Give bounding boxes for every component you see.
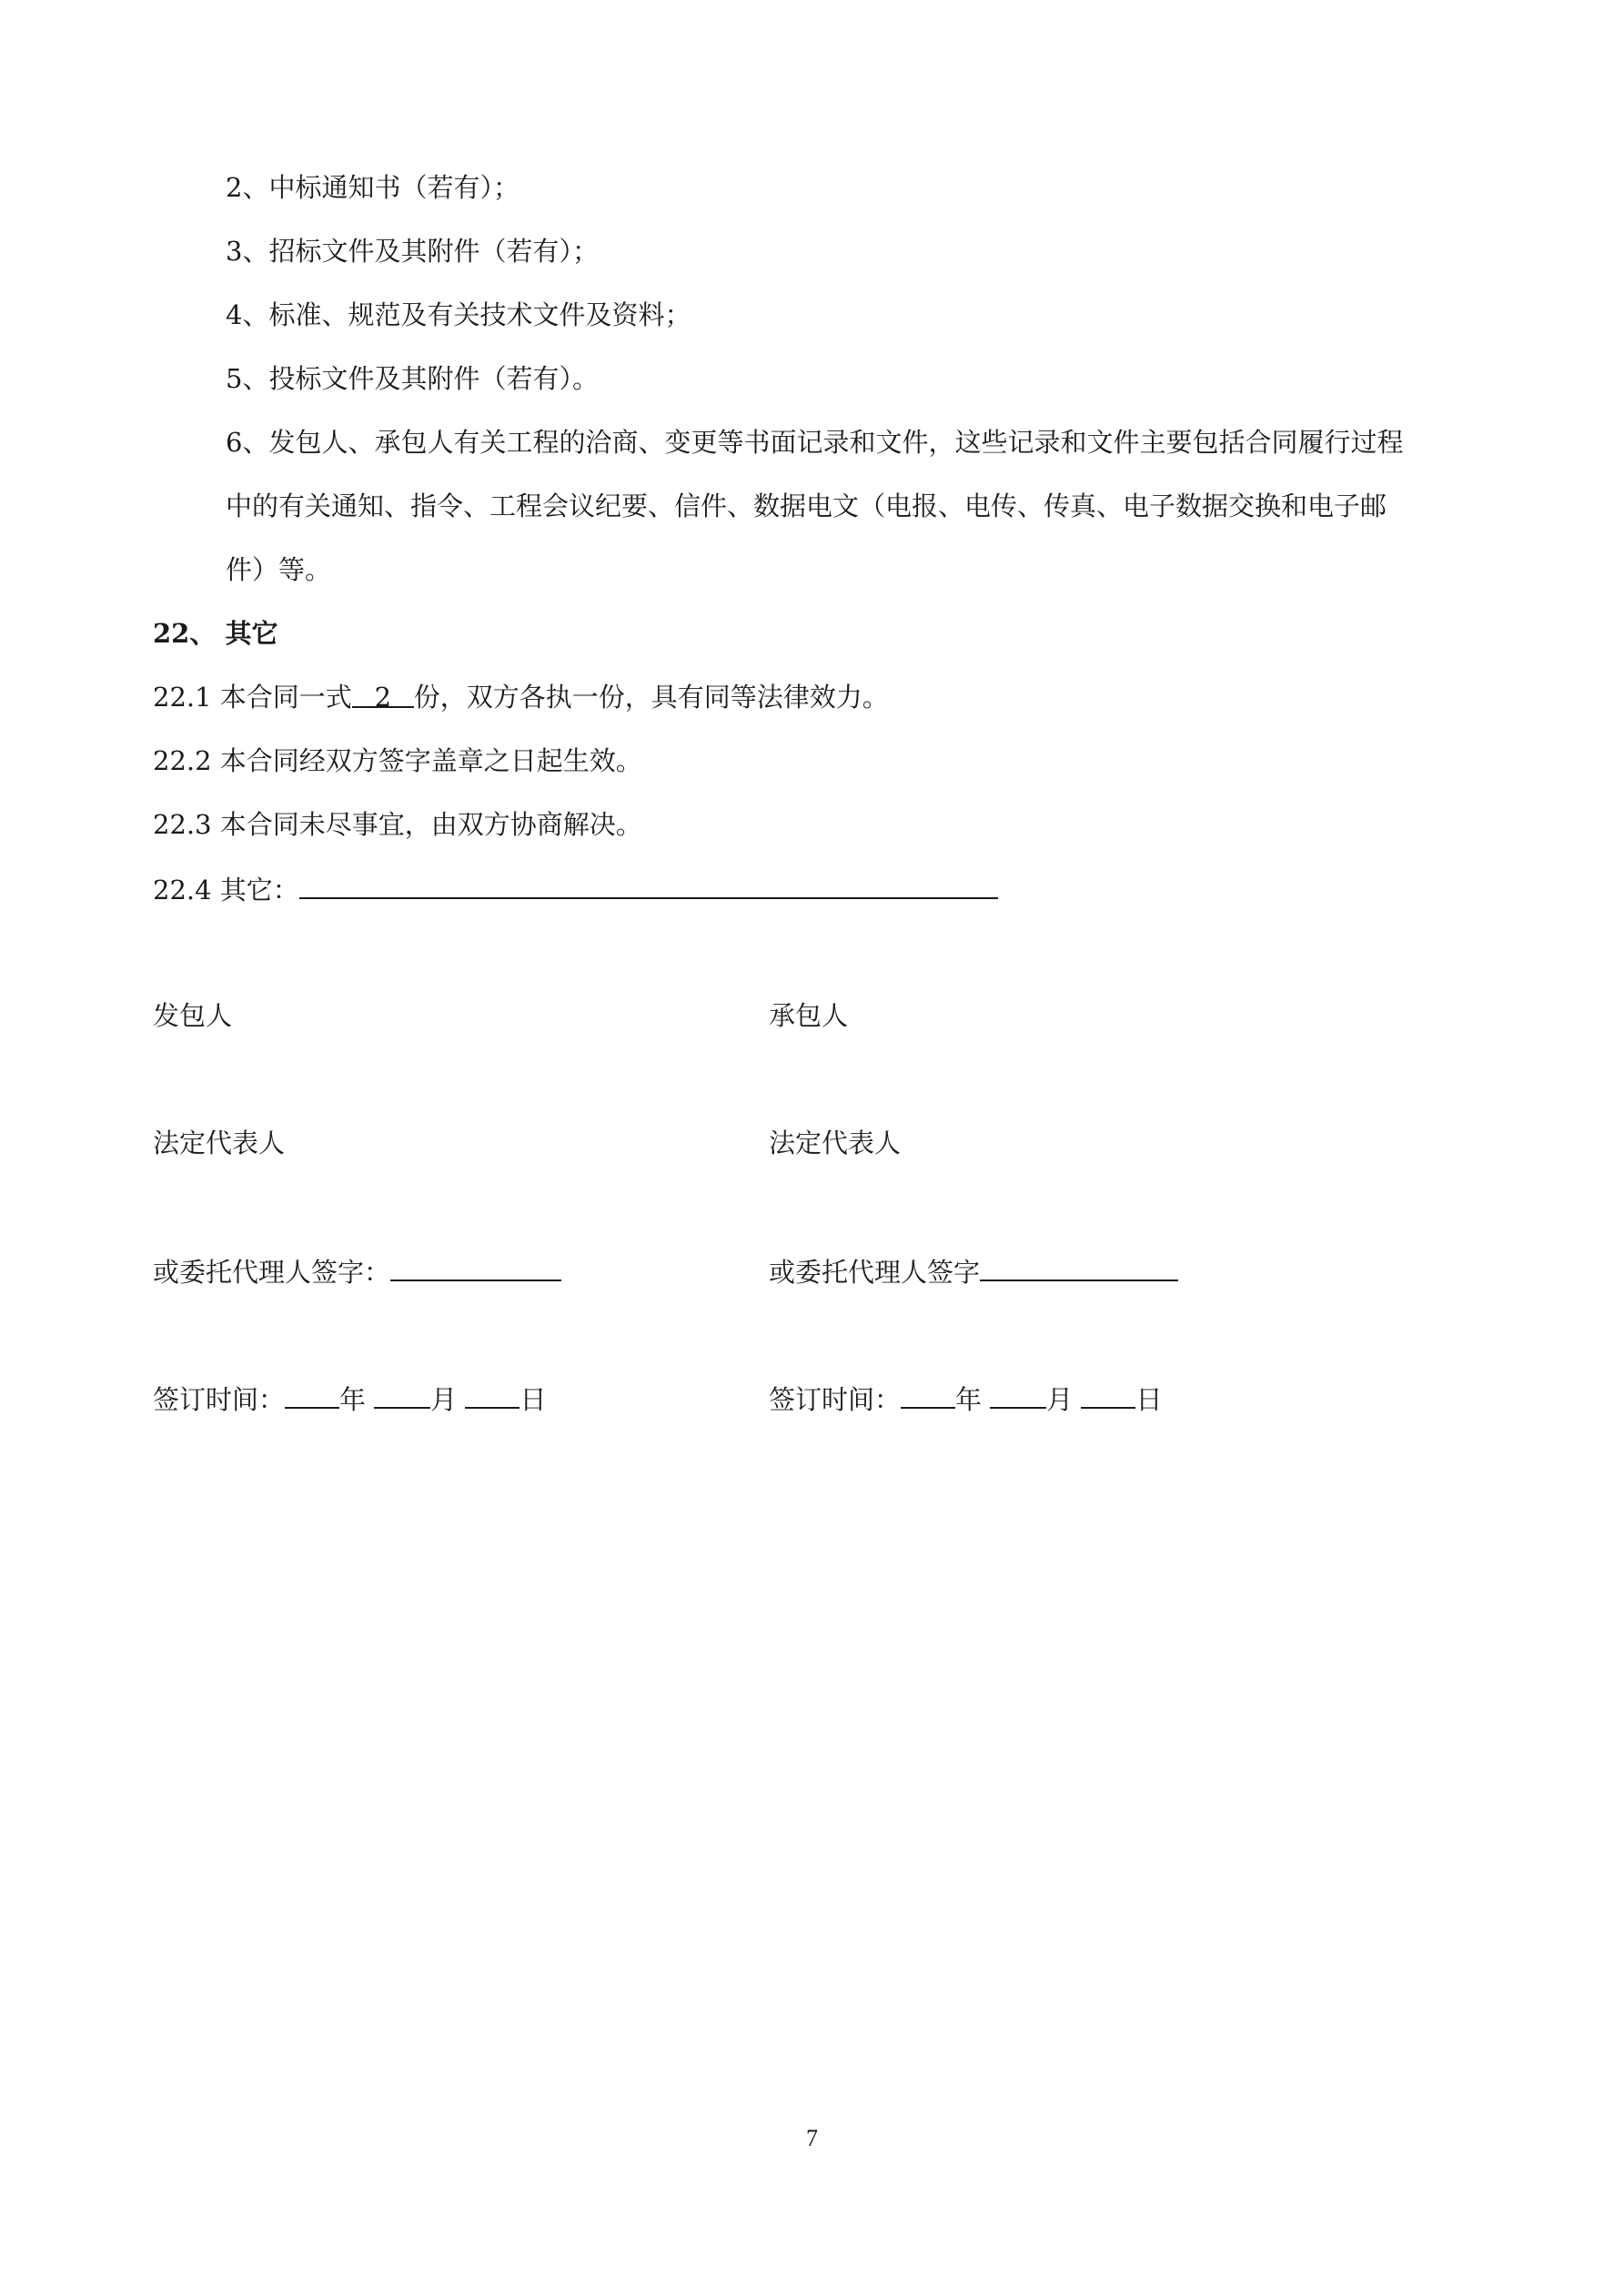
contractor-year-label: 年	[955, 1384, 983, 1415]
contractor-day-blank	[1081, 1380, 1135, 1409]
contractor-label: 承包人	[769, 1000, 849, 1031]
contractor-legal-rep-label: 法定代表人	[769, 1128, 902, 1158]
list-item-6-line-3: 件）等。	[226, 554, 332, 585]
copies-count-field: 2	[352, 679, 414, 708]
list-item-6-line-1: 6、发包人、承包人有关工程的洽商、变更等书面记录和文件，这些记录和文件主要包括合同履行过程	[226, 427, 1404, 458]
employer-agent-sign	[153, 1252, 561, 1290]
contractor-day-label: 日	[1135, 1384, 1163, 1415]
list-item-6-line-2: 中的有关通知、指令、工程会议纪要、信件、数据电文（电报、电传、传真、电子数据交换和电子邮	[226, 491, 1387, 521]
section-heading: 22、 其它	[153, 618, 278, 649]
clause-22-1-suffix: 份，双方各执一份，具有同等法律效力。	[413, 682, 889, 713]
contractor-month-blank	[990, 1380, 1046, 1409]
list-item-5: 5、投标文件及其附件（若有）。	[226, 363, 599, 394]
employer-year-label: 年	[339, 1384, 367, 1415]
contractor-agent-sign	[769, 1252, 1178, 1290]
list-item-3: 3、招标文件及其附件（若有）；	[226, 236, 599, 267]
employer-day-label: 日	[519, 1384, 547, 1415]
employer-year-blank	[285, 1380, 339, 1409]
contractor-agent-sign-label: 或委托代理人签字	[769, 1257, 981, 1288]
page-number: 7	[806, 2125, 818, 2151]
employer-sign-date	[153, 1380, 547, 1418]
employer-agent-sign-label: 或委托代理人签字：	[153, 1257, 391, 1288]
employer-legal-rep-label: 法定代表人	[153, 1128, 286, 1158]
list-item-2: 2、中标通知书（若有）；	[226, 172, 519, 203]
employer-day-blank	[465, 1380, 519, 1409]
employer-month-label: 月	[430, 1384, 458, 1415]
clause-22-1-prefix: 22.1 本合同一式	[153, 682, 352, 713]
contractor-date-label: 签订时间：	[769, 1384, 902, 1415]
contractor-month-label: 月	[1046, 1384, 1074, 1415]
other-terms-blank	[299, 870, 998, 899]
employer-agent-sign-blank	[390, 1252, 561, 1281]
clause-22-1	[153, 679, 889, 715]
employer-label: 发包人	[153, 1000, 233, 1031]
contractor-sign-date	[769, 1380, 1163, 1418]
employer-date-label: 签订时间：	[153, 1384, 286, 1415]
clause-22-3: 22.3 本合同未尽事宜，由双方协商解决。	[153, 809, 642, 840]
clause-22-4-label: 22.4 其它：	[153, 875, 299, 905]
contractor-year-blank	[901, 1380, 955, 1409]
employer-month-blank	[374, 1380, 430, 1409]
list-item-4: 4、标准、规范及有关技术文件及资料；	[226, 299, 691, 330]
clause-22-4	[153, 870, 998, 908]
clause-22-2: 22.2 本合同经双方签字盖章之日起生效。	[153, 745, 642, 776]
contractor-agent-sign-blank	[980, 1252, 1178, 1281]
